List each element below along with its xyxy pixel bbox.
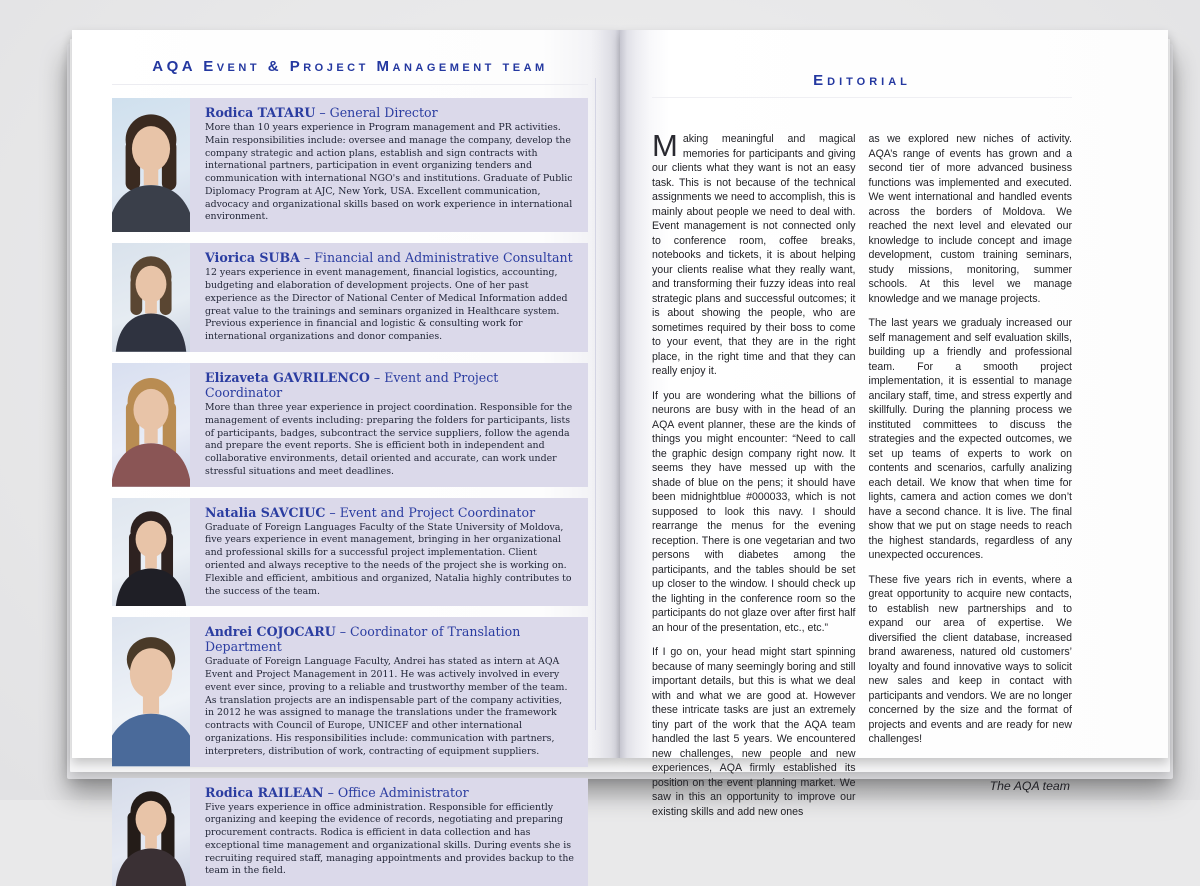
person-silhouette-icon — [112, 498, 190, 607]
member-name: Rodica TATARU — [205, 105, 316, 120]
member-bio-panel — [190, 498, 588, 607]
editorial-signature: The AQA team — [989, 778, 1070, 793]
member-bio-text: More than 10 years experience in Program management and PR activities. Main responsibilities include: oversee and manage the company, develop the company strategic and action plans, establish and sign contracts with international partners, participation in event organizing tenders and communication with international NGO's and institutions. Graduate of Public Diplomacy Program at AJC, New York, USA. Excellent communication, advocacy and organizational skills based on work experience in international environment. — [205, 122, 573, 223]
person-silhouette-icon — [112, 617, 190, 766]
member-name: Rodica RAILEAN — [205, 784, 324, 800]
member-role: General Director — [329, 105, 438, 120]
member-bio-text: Graduate of Foreign Language Faculty, Andrei has stated as intern at AQA Event and Project Management in 2011. He was actively involved in every event ever since, proving to a reliable and trustworthy member of the team. As translation projects are an indispensable part of the company activities, in 2012 he was assigned to manage the translations under the framework contracts with Council of Europe, UNICEF and other international organizations. His responsibilities include: communication with partners, interpreters, distribution of work, contracting of equipment suppliers. — [205, 656, 568, 757]
team-member-card — [112, 617, 588, 766]
editorial-title: Editorial — [652, 72, 1072, 98]
dash-separator: – — [319, 105, 326, 120]
member-name-role — [205, 370, 574, 400]
member-name: Viorica SUBA — [205, 250, 300, 266]
member-role: Event and Project Coordinator — [339, 504, 536, 520]
member-name: Elizaveta GAVRILENCO — [205, 369, 370, 385]
editorial-opening-text: aking meaningful and magical memories for participants and giving our clients what they want is not an easy task. This is not because of the technical assignments we need to accomplish, this is mainly about people we need to deal with. Event management is not connected only to conference room, coffee breaks, notebooks and tickets, it is about helping your clients realise what they really want, and transforming their fuzzy ideas into real strategic plans and successful outcomes; it is about showing the people, who are sometimes required by their boss to come to your event, that they are in the right place, in the right time and that they can really enjoy it. — [652, 133, 856, 377]
dash-separator: – — [373, 369, 381, 385]
gutter-rule — [595, 78, 596, 730]
person-silhouette-icon — [112, 363, 190, 487]
person-silhouette-icon — [112, 243, 190, 352]
member-name: Natalia SAVCIUC — [205, 504, 326, 520]
team-member-card — [112, 98, 588, 232]
member-bio-text: 12 years experience in event management, financial logistics, accounting, budgeting and elaboration of development projects. One of her past experience as the Director of National Center of Medical Information added great value to the trainings and seminars organized in Healthcare system. Previous experience in financial and logistic & consulting work for international organizations and donor companies. — [205, 267, 568, 343]
member-name-role — [205, 785, 574, 800]
person-silhouette-icon — [112, 778, 190, 886]
member-role: Event and Project Coordinator — [205, 369, 499, 400]
editorial-paragraph: If I go on, your head might start spinning because of many seemingly boring and still important details, but this is what we deal with and what we are good at. However these intricate tasks are just an extremely tiny part of the work that the AQA team handled the last 5 years. We encountered new challenges, new people and new experiences, AQA firmly established its position on the event planning market. We saw in this an opportunity to improve our existing skills and add new ones — [652, 646, 856, 818]
editorial-paragraph: as we explored new niches of activity. AQA’s range of events has grown and a second tier of more advanced business functions was implemented and executed. We went international and handled events across the borders of Moldova. We reached the next level and elevated our knowledge to include concept and image development, custom training seminars, study missions, monitoring, summer schools. At this level we manage knowledge and we manage projects. — [868, 133, 1072, 305]
member-name: Andrei COJOCARU — [205, 624, 336, 640]
member-role: Office Administrator — [337, 784, 469, 800]
dash-separator: – — [303, 250, 311, 266]
person-silhouette-icon — [112, 98, 190, 232]
editorial-paragraph: These five years rich in events, where a great opportunity to acquire new contacts, to establish new partnerships and to expand our area of expertise. We diversified the client database, increased brand awareness, natured old customers’ loyalty and found innovative ways to solicit new sales and keep in contact with participants and vendors. We are no longer concerned by the size and the format of projects and events and are ready for new challenges! — [868, 573, 1072, 745]
member-bio-panel — [190, 98, 588, 232]
team-member-card — [112, 243, 588, 352]
member-photo — [112, 363, 190, 487]
drop-cap: M — [652, 128, 678, 163]
team-member-card — [112, 498, 588, 607]
team-member-card — [112, 778, 588, 886]
dash-separator: – — [329, 504, 336, 520]
member-bio-panel — [190, 243, 588, 352]
dash-separator: – — [339, 624, 347, 640]
left-page-title: AQA Event & Project Management team — [112, 58, 588, 85]
member-bio-text: Five years experience in office administration. Responsible for efficiently organizing and keeping the evidence of records, negotiating and preparing procurement contracts. Rodica is efficient in data collection and has exceptional time management and organizational skills. During events she is recruiting required staff, managing appointments and provides backup to the team in the field. — [205, 801, 574, 877]
member-name-role — [205, 505, 574, 520]
member-photo — [112, 617, 190, 766]
member-name-role — [205, 250, 574, 265]
right-page — [620, 30, 1168, 818]
editorial-column-left — [652, 128, 856, 829]
member-bio-text: Graduate of Foreign Languages Faculty of the State University of Moldova, five years experience in event management, bringing in her organizational and professional skills for a successful project implementation. Client oriented and always receptive to the needs of the project she is working on. Flexible and efficient, ambitious and organized, Natalia highly contributes to the success of the team. — [205, 521, 572, 597]
member-name-role — [205, 624, 574, 654]
member-role: Coordinator of Translation Department — [205, 624, 521, 655]
member-photo — [112, 498, 190, 607]
editorial-columns — [652, 128, 1072, 829]
member-bio-panel — [190, 617, 588, 766]
editorial-paragraph: The last years we gradualy increased our self management and self evaluation skills, building up a friendly and professional team. For a smooth project implementation, it is essential to manage ancilary staff, time, and stress expertly and skillfully. During the planning process we instituted committees to discuss the strategies and the expected outcomes, we set up teams of experts to work on contents and scenarios, carfully analizing each detail. We know that when time for lights, camera and action comes we don’t have a second chance. It is live. The final show that we put on stage needs to reach the highest standards, regardless of any unexpected occurences. — [868, 317, 1072, 561]
member-photo — [112, 778, 190, 886]
member-bio-panel — [190, 778, 588, 886]
team-member-card — [112, 363, 588, 487]
editorial-paragraph: If you are wondering what the billions of neurons are busy with in the head of an AQA event planner, these are the kinds of things you might encounter: “Need to call the graphic design company right now. It seems they have messed up with the shade of blue on the pens; it should have been midnightblue #000033, which is not supposed to look this navy. I should rearrange the menus for the evening reception. There is one vegetarian and two persons with diabetes among the participants, and the tables should be set up closer to the window. I should check up the lighting in the conference room so the participants do not glaze over after first half an hour of the presentation, etc., etc.” — [652, 389, 856, 634]
member-bio-text: More than three year experience in project coordination. Responsible for the management of events including: preparing the folders for participants, lists of participants, badges, subcontract the service suppliers, follow the agenda and prepare the event reports. She is efficient both in independent and collaborative environments, detail oriented and accurate, can work under stressful situations and meet deadlines. — [205, 401, 573, 477]
member-photo — [112, 243, 190, 352]
member-name-role — [205, 105, 574, 120]
editorial-column-right — [869, 132, 1073, 829]
dash-separator: – — [327, 784, 334, 800]
left-page — [72, 30, 620, 877]
editorial-paragraph — [652, 128, 856, 379]
member-bio-panel — [190, 363, 588, 487]
open-book — [72, 30, 1168, 877]
team-list — [112, 98, 588, 886]
member-photo — [112, 98, 190, 232]
member-role: Financial and Administrative Consultant — [314, 250, 573, 266]
